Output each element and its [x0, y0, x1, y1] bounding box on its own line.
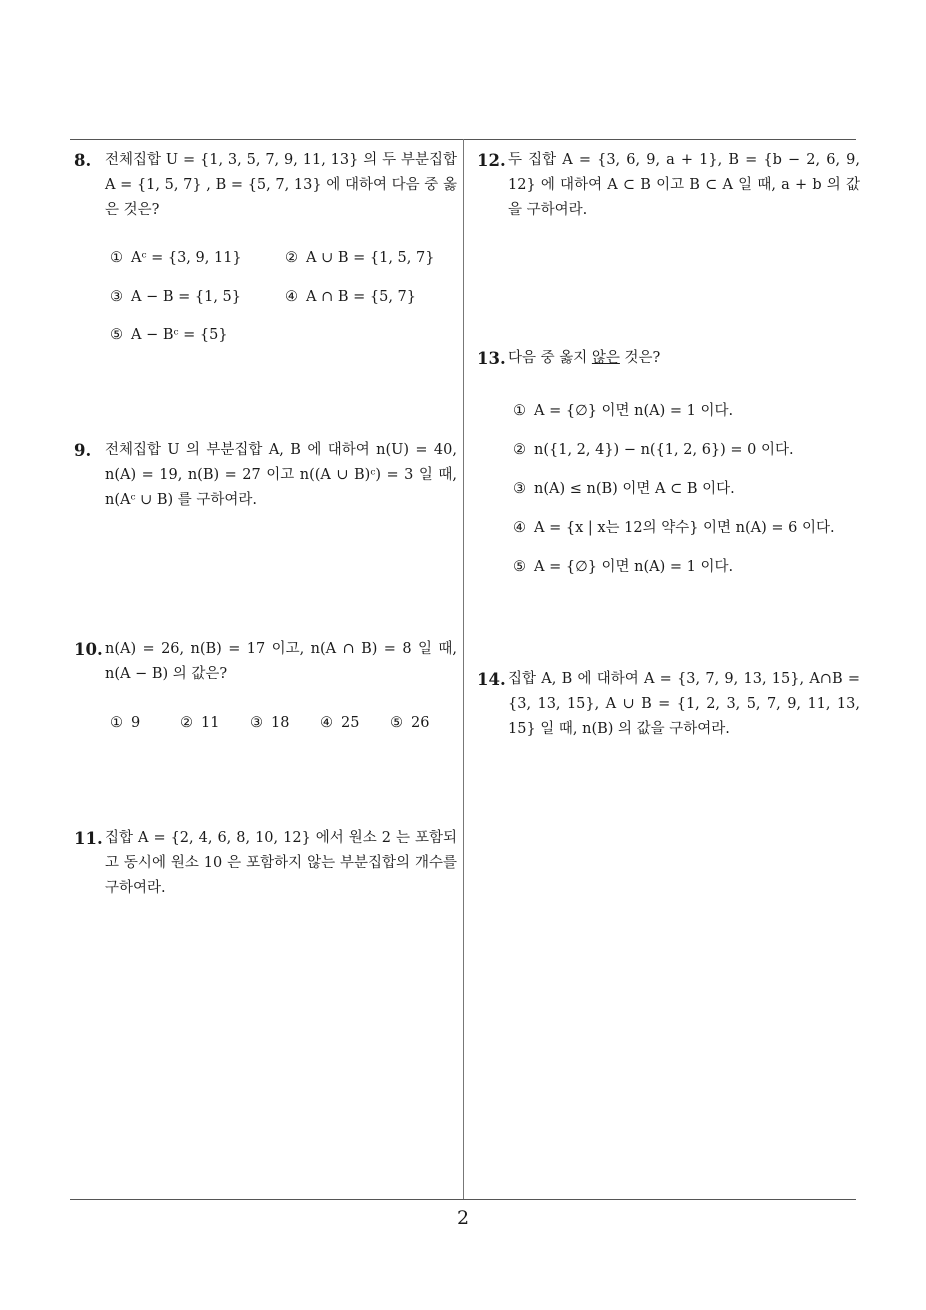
option-text: A − B = {1, 5} [131, 289, 241, 305]
question-number: 13. [477, 349, 506, 368]
question-text: 두 집합 A = {3, 6, 9, a + 1}, B = {b − 2, 6, 9, 12} 에 대하여 A ⊂ B 이고 B ⊂ A 일 때, a + b 의 값을 구하여라. [508, 152, 860, 218]
option-text: 18 [271, 715, 290, 731]
question-number: 10. [74, 640, 103, 659]
option-number: ① [513, 403, 526, 419]
q13-option-3[interactable] [513, 477, 735, 498]
q13-option-2[interactable] [513, 438, 794, 459]
q13-option-5[interactable] [513, 555, 733, 576]
question-number: 14. [477, 670, 506, 689]
question-13 [477, 346, 860, 371]
option-number: ⑤ [513, 559, 526, 575]
option-number: ① [110, 250, 123, 266]
question-9 [74, 438, 457, 513]
option-number: ④ [513, 520, 526, 536]
question-text: n(A) = 26, n(B) = 17 이고, n(A ∩ B) = 8 일 때, n(A − B) 의 값은? [105, 641, 457, 682]
option-text: A ∪ B = {1, 5, 7} [306, 250, 435, 266]
option-text: A ∩ B = {5, 7} [306, 289, 416, 305]
option-number: ③ [110, 289, 123, 305]
option-number: ⑤ [390, 715, 403, 731]
option-text: n({1, 2, 4}) − n({1, 2, 6}) = 0 이다. [534, 442, 794, 458]
underlined-word: 않은 [591, 350, 620, 366]
option-text: A = {x | x는 12의 약수} 이면 n(A) = 6 이다. [534, 520, 835, 536]
question-text: 전체집합 U = {1, 3, 5, 7, 9, 11, 13} 의 두 부분집합 A = {1, 5, 7} , B = {5, 7, 13} 에 대하여 다음 중 옳은 것은? [105, 152, 457, 218]
option-number: ② [285, 250, 298, 266]
option-text: n(A) ≤ n(B) 이면 A ⊂ B 이다. [534, 481, 735, 497]
question-text: 집합 A = {2, 4, 6, 8, 10, 12} 에서 원소 2 는 포함되고 동시에 원소 10 은 포함하지 않는 부분집합의 개수를 구하여라. [105, 830, 457, 896]
option-number: ② [180, 715, 193, 731]
question-number: 12. [477, 151, 506, 170]
q13-option-4[interactable] [513, 516, 835, 537]
q10-option-4[interactable] [320, 715, 359, 731]
question-number: 9. [74, 441, 92, 460]
question-10 [74, 637, 457, 687]
q8-option-3[interactable] [110, 289, 241, 305]
column-divider [463, 139, 464, 1200]
option-number: ④ [320, 715, 333, 731]
option-number: ③ [513, 481, 526, 497]
option-text: A − Bᶜ = {5} [131, 327, 228, 343]
option-text: 26 [411, 715, 430, 731]
question-number: 11. [74, 829, 103, 848]
option-text: 9 [131, 715, 141, 731]
q13-option-1[interactable] [513, 399, 733, 420]
question-text: 집합 A, B 에 대하여 A = {3, 7, 9, 13, 15}, A∩B = {3, 13, 15}, A ∪ B = {1, 2, 3, 5, 7, 9, 11, 13, 15} 일 때, n(B) 의 값을 구하여라. [508, 671, 860, 737]
q10-option-3[interactable] [250, 715, 289, 731]
option-text: A = {∅} 이면 n(A) = 1 이다. [534, 559, 734, 575]
bottom-rule [70, 1199, 856, 1200]
option-number: ① [110, 715, 123, 731]
page-number: 2 [456, 1207, 470, 1229]
q10-option-2[interactable] [180, 715, 219, 731]
option-text: 25 [341, 715, 360, 731]
option-text: 11 [201, 715, 220, 731]
question-8 [74, 148, 457, 223]
question-14 [477, 667, 860, 742]
option-number: ④ [285, 289, 298, 305]
question-text-end: 것은? [619, 350, 661, 366]
q8-option-1[interactable] [110, 250, 242, 266]
question-text-start: 다음 중 옳지 [508, 350, 592, 366]
option-text: A = {∅} 이면 n(A) = 1 이다. [534, 403, 734, 419]
q10-option-5[interactable] [390, 715, 429, 731]
option-number: ③ [250, 715, 263, 731]
question-12 [477, 148, 860, 223]
question-11 [74, 826, 457, 901]
option-number: ⑤ [110, 327, 123, 343]
q8-option-4[interactable] [285, 289, 416, 305]
option-number: ② [513, 442, 526, 458]
option-text: Aᶜ = {3, 9, 11} [131, 250, 242, 266]
q10-option-1[interactable] [110, 715, 140, 731]
question-text: 전체집합 U 의 부분집합 A, B 에 대하여 n(U) = 40, n(A) = 19, n(B) = 27 이고 n((A ∪ B)ᶜ) = 3 일 때, n(Aᶜ ∪ B) 를 구하여라. [105, 442, 457, 508]
q8-option-5[interactable] [110, 327, 228, 343]
question-text [508, 346, 860, 371]
question-number: 8. [74, 151, 92, 170]
q8-option-2[interactable] [285, 250, 434, 266]
